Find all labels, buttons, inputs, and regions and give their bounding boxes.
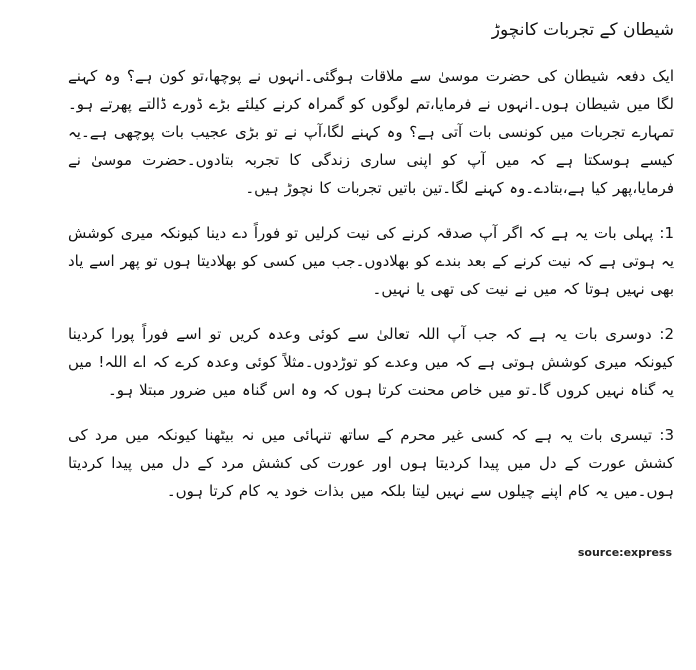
article-title: شیطان کے تجربات کانچوڑ: [491, 20, 674, 40]
source-credit: source:express: [577, 546, 672, 559]
intro-paragraph: ایک دفعہ شیطان کی حضرت موسیٰ سے ملاقات ہوگئی۔انہوں نے پوچھا،تو کون ہے؟ وہ کہنے لگا میں شیطان ہوں۔انہوں نے فرمایا،تم لوگوں کو گمراہ کرنے کیلئے بڑے ڈورے ڈالتے پھرتے ہو۔تمہارے تجربات میں کونسی بات آتی ہے؟ وہ کہنے لگا،آپ نے تو بڑی عجیب بات پوچھی ہے۔یہ کیسے ہوسکتا ہے کہ میں آپ کو اپنی ساری زندگی کا تجربہ بتادوں۔حضرت موسیٰ نے فرمایا،پھر کیا ہے،بتادے۔وہ کہنے لگا۔تین باتیں تجربات کا نچوڑ ہیں۔: [68, 67, 674, 197]
article: [68, 18, 674, 522]
point-one-paragraph: 1: پہلی بات یہ ہے کہ اگر آپ صدقہ کرنے کی نیت کرلیں تو فوراً دے دینا کیونکہ میری کوشش یہ ہوتی ہے کہ نیت کرنے کے بعد بندے کو بھلادوں۔جب میں کسی کو بھلادیتا ہوں تو پھر اسے یاد بھی نہیں ہوتا کہ میں نے نیت کی تھی یا نہیں۔: [67, 224, 674, 298]
point-two-paragraph: 2: دوسری بات یہ ہے کہ جب آپ اللہ تعالیٰ سے کوئی وعدہ کریں تو اسے فوراً پورا کردینا کیونکہ میری کوشش ہوتی ہے کہ میں وعدے کو توڑدوں۔مثلاً کوئی وعدہ کرے کہ اے اللہ! میں یہ گناہ نہیں کروں گا۔تو میں خاص محنت کرتا ہوں کہ وہ اس گناہ میں ضرور مبتلا ہو۔: [68, 325, 674, 399]
point-three-paragraph: 3: تیسری بات یہ ہے کہ کسی غیر محرم کے ساتھ تنہائی میں نہ بیٹھنا کیونکہ میں مرد کی کشش عورت کے دل میں پیدا کردیتا ہوں اور عورت کی کشش مرد کے دل میں پیدا کردیتا ہوں۔میں یہ کام اپنے چیلوں سے نہیں لیتا بلکہ میں بذات خود یہ کام کرتا ہوں۔: [68, 426, 674, 500]
